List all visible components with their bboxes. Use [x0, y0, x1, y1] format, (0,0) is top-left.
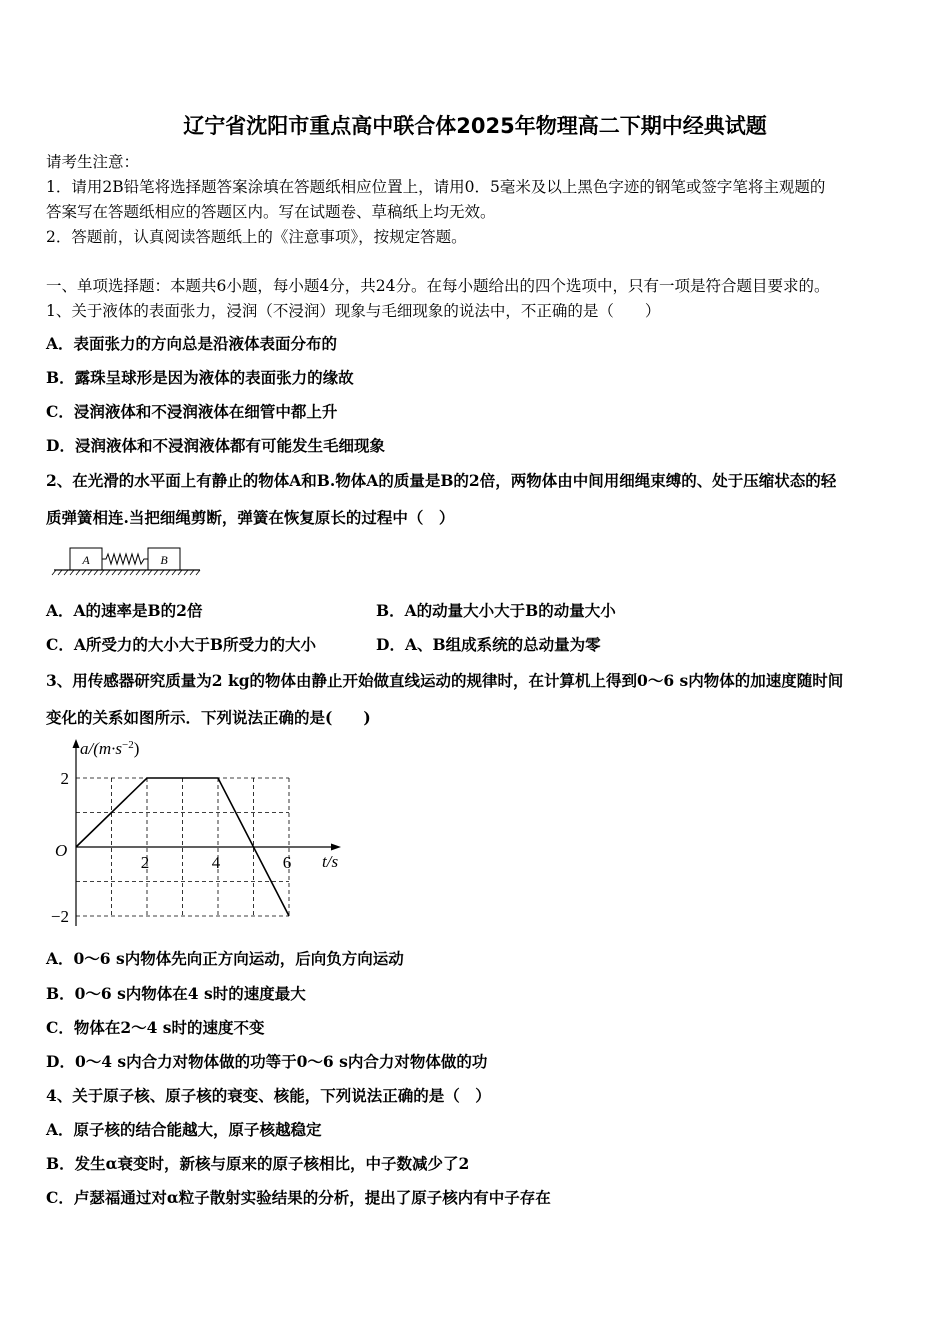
page-title: 辽宁省沈阳市重点高中联合体2025年物理高二下期中经典试题: [183, 114, 767, 138]
y-axis-arrow: [73, 739, 80, 748]
question-3-stem-cont: 变化的关系如图所示．下列说法正确的是( ): [46, 708, 371, 727]
question-1-option-b: B．露珠呈球形是因为液体的表面张力的缘故: [46, 368, 354, 387]
section-heading: 一、单项选择题：本题共6小题，每小题4分，共24分。在每小题给出的四个选项中，只有一项是符合题目要求的。: [46, 277, 830, 295]
question-4-stem: 4、关于原子核、原子核的衰变、核能，下列说法正确的是（ ）: [46, 1086, 491, 1105]
x-axis-label: t/s: [322, 852, 339, 871]
question-2-stem-cont: 质弹簧相连.当把细绳剪断，弹簧在恢复原长的过程中（ ）: [46, 508, 455, 527]
x-tick-label: 6: [282, 853, 292, 872]
question-2-option-a: A．A的速率是B的2倍: [46, 601, 203, 620]
question-4-option-c: C．卢瑟福通过对α粒子散射实验结果的分析，提出了原子核内有中子存在: [46, 1188, 551, 1207]
x-axis-arrow: [331, 844, 341, 851]
question-3-option-c: C．物体在2～4 s时的速度不变: [46, 1018, 265, 1037]
block-a-label: A: [82, 553, 90, 567]
question-2-option-c: C．A所受力的大小大于B所受力的大小: [46, 635, 316, 654]
question-1-option-d: D．浸润液体和不浸润液体都有可能发生毛细现象: [46, 436, 385, 455]
y-axis-label: $a/(m\cdot s^{-2})$: [80, 739, 140, 758]
notice-heading: 请考生注意：: [46, 153, 140, 171]
question-1-stem: 1、关于液体的表面张力，浸润（不浸润）现象与毛细现象的说法中，不正确的是（ ）: [46, 302, 661, 320]
question-4-option-a: A．原子核的结合能越大，原子核越稳定: [46, 1120, 322, 1139]
y-tick-label: 2: [60, 769, 69, 788]
origin-label: O: [55, 841, 68, 860]
question-3-stem: 3、用传感器研究质量为2 kg的物体由静止开始做直线运动的规律时，在计算机上得到0～6 s内物体的加速度随时间: [46, 671, 844, 690]
question-4-option-b: B．发生α衰变时，新核与原来的原子核相比，中子数减少了2: [46, 1154, 470, 1173]
chart-axes: [73, 739, 342, 926]
question-3-option-b: B．0～6 s内物体在4 s时的速度最大: [46, 984, 306, 1003]
question-2-option-d: D．A、B组成系统的总动量为零: [376, 635, 601, 654]
notice-item-2: 2．答题前，认真阅读答题纸上的《注意事项》，按规定答题。: [46, 228, 467, 246]
spring-blocks-figure: [50, 542, 210, 578]
question-2-stem: 2、在光滑的水平面上有静止的物体A和B.物体A的质量是B的2倍，两物体由中间用细绳束缚的、处于压缩状态的轻: [46, 471, 837, 490]
question-1-option-c: C．浸润液体和不浸润液体在细管中都上升: [46, 402, 338, 421]
question-3-option-d: D．0～4 s内合力对物体做的功等于0～6 s内合力对物体做的功: [46, 1052, 488, 1071]
question-2-option-b: B．A的动量大小大于B的动量大小: [376, 601, 616, 620]
acceleration-time-chart: [44, 736, 354, 936]
chart-labels: [51, 739, 339, 926]
x-tick-label: 2: [140, 853, 150, 872]
block-b-label: B: [160, 553, 168, 567]
y-tick-label: −2: [50, 907, 69, 926]
notice-item-1-cont: 答案写在答题纸相应的答题区内。写在试题卷、草稿纸上均无效。: [46, 203, 496, 221]
notice-item-1: 1．请用2B铅笔将选择题答案涂填在答题纸相应位置上，请用0．5毫米及以上黑色字迹的钢笔或签字笔将主观题的: [46, 178, 826, 196]
question-3-option-a: A．0～6 s内物体先向正方向运动，后向负方向运动: [46, 949, 404, 968]
x-tick-label: 4: [211, 853, 221, 872]
question-1-option-a: A．表面张力的方向总是沿液体表面分布的: [46, 334, 338, 353]
